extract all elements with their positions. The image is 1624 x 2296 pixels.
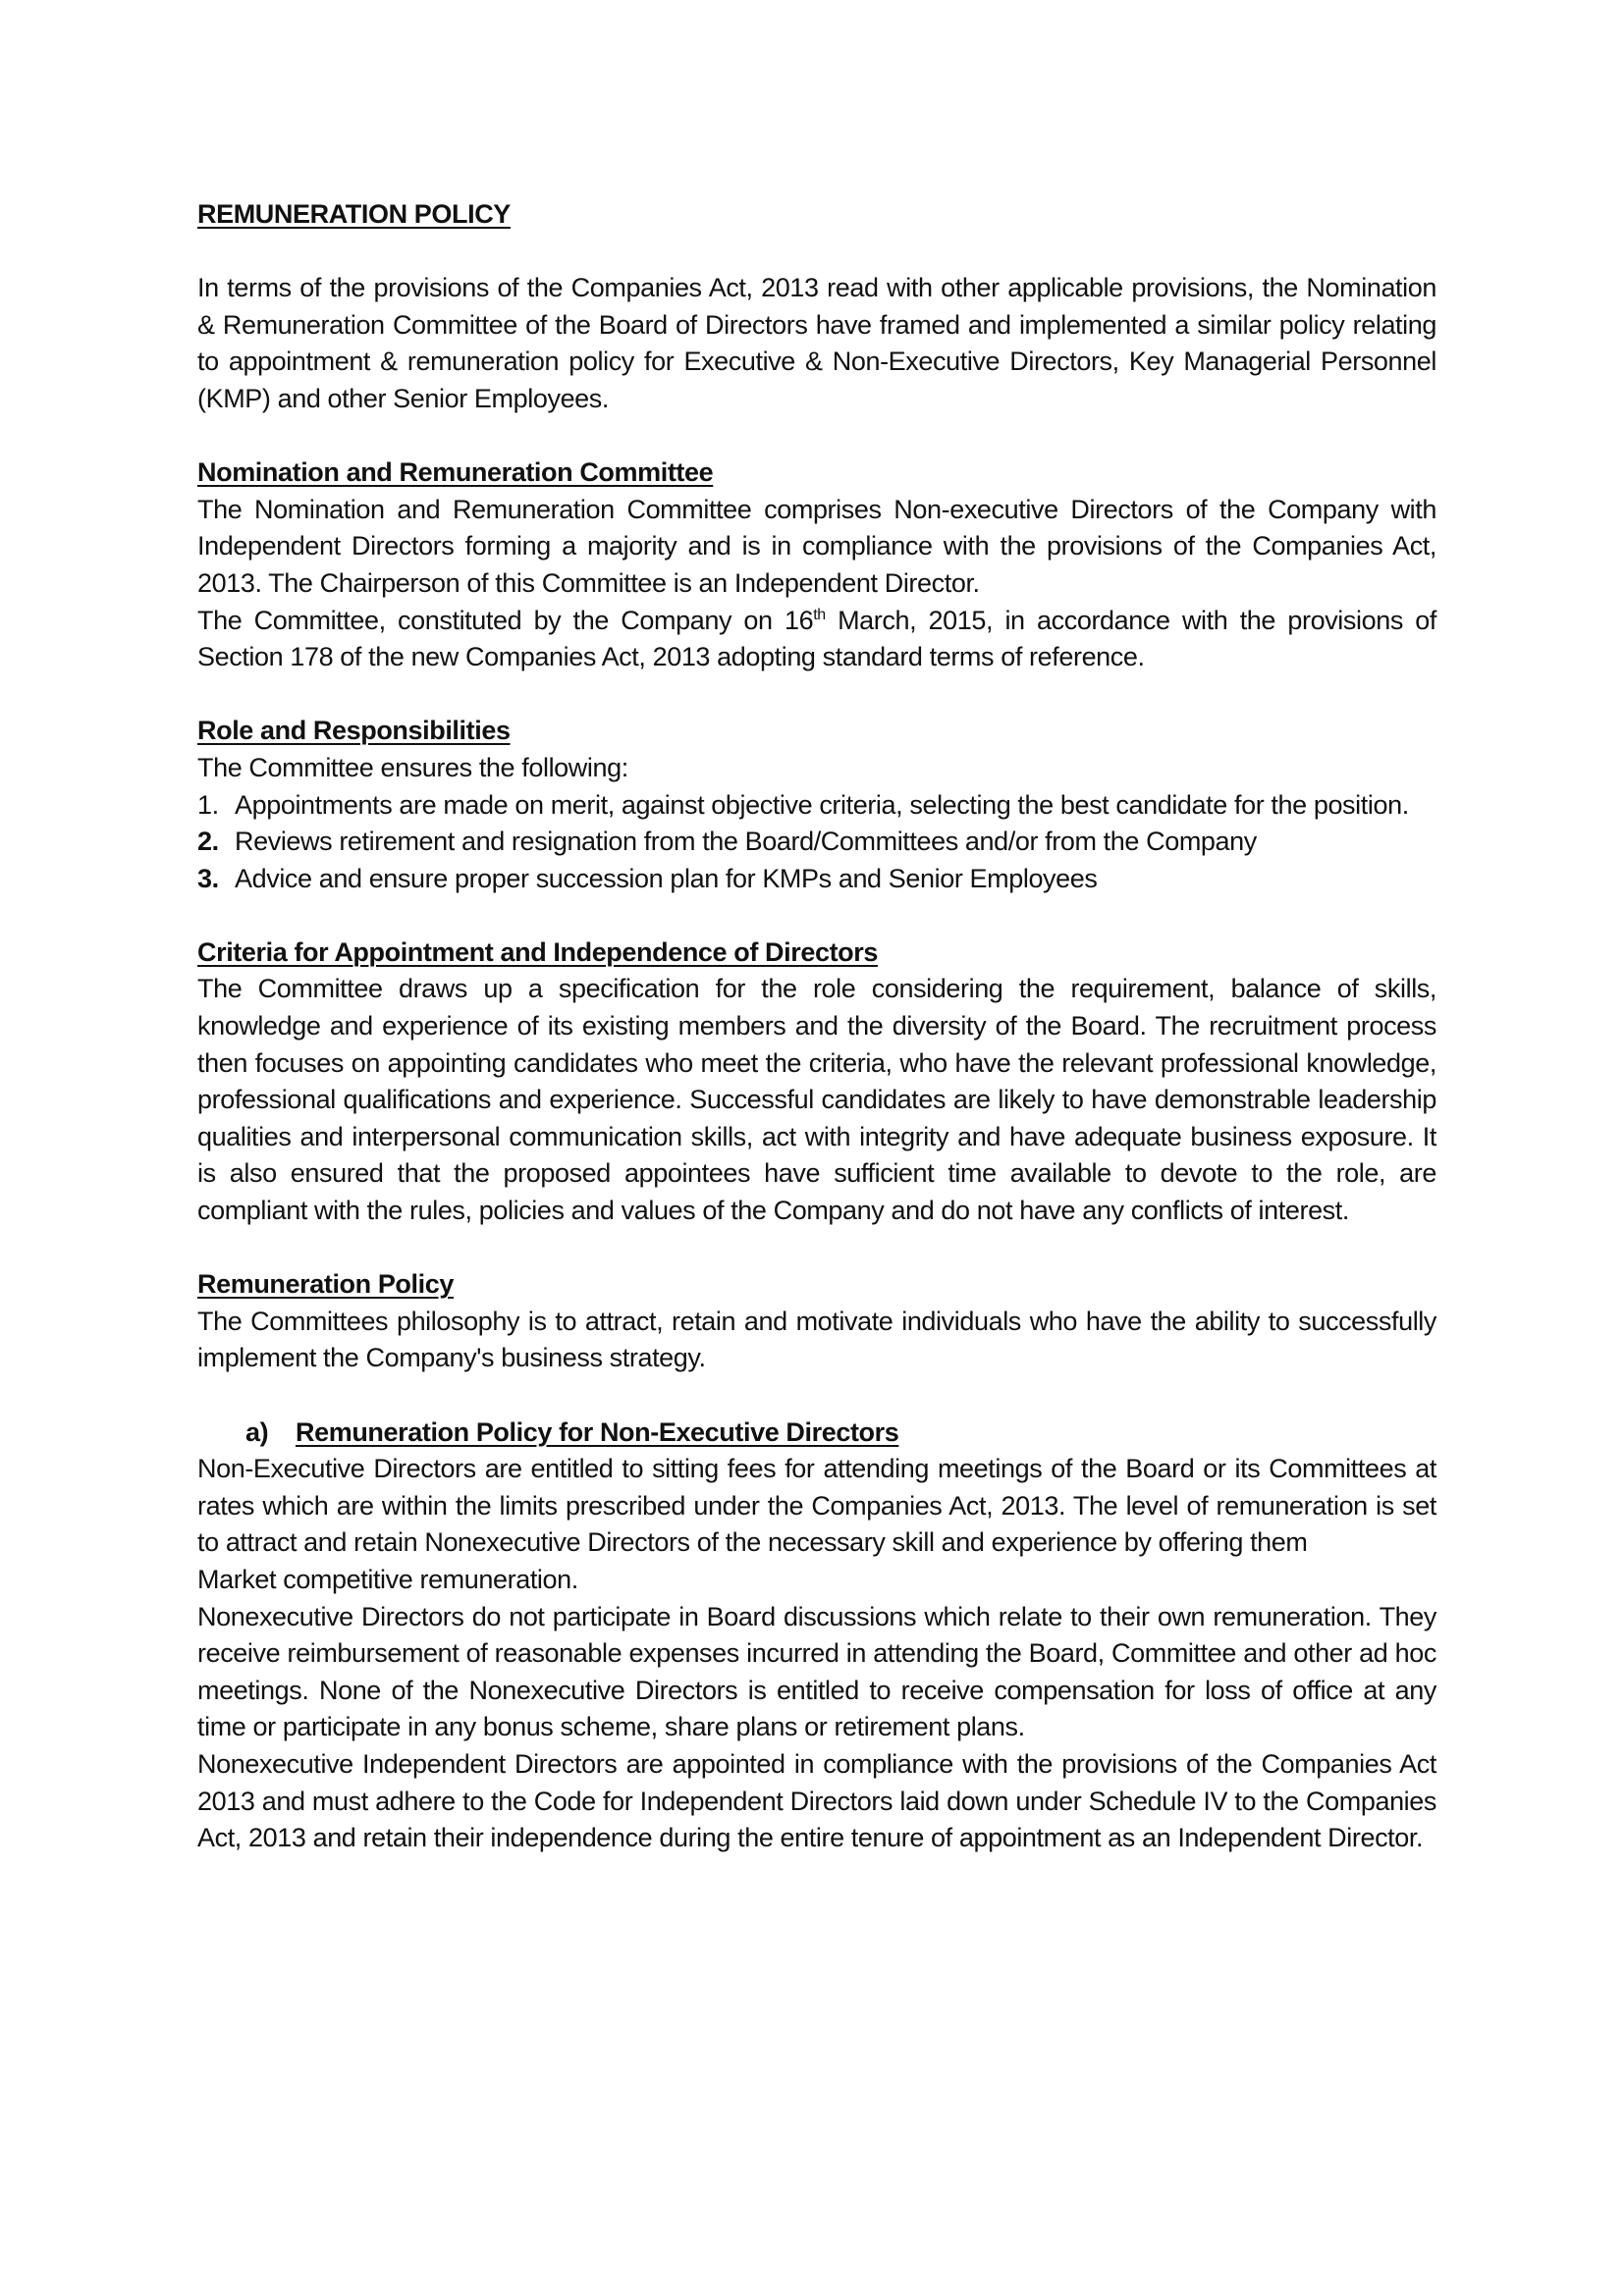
section-remuneration-policy	[197, 1266, 1436, 1377]
list-item	[197, 787, 1436, 825]
spacer	[197, 897, 1436, 934]
nrc-text-before: The Committee, constituted by the Company on 16	[197, 605, 814, 635]
roles-lead: The Committee ensures the following:	[197, 752, 628, 782]
section-heading: Criteria for Appointment and Independence of Directors	[197, 936, 878, 967]
list-number: 2.	[197, 827, 219, 857]
list-item-text: Reviews retirement and resignation from the Board/Committees and/or from the Company	[235, 827, 1257, 857]
document-title: REMUNERATION POLICY	[197, 199, 511, 229]
section-heading: Role and Responsibilities	[197, 716, 511, 746]
section-role-responsibilities	[197, 713, 1436, 897]
subsection-title: Remuneration Policy for Non-Executive Directors	[296, 1416, 899, 1447]
non-exec-paragraph-4: Nonexecutive Independent Directors are appointed in compliance with the provisions of the Companies Act 2013 and must adhere to the Code for Independent Directors laid down under Schedule IV to the Companies Act, 2013 and retain their independence during the entire tenure of appointment as an Independent Director.	[197, 1748, 1436, 1853]
list-number: 3.	[197, 863, 219, 893]
non-exec-paragraph-2: Market competitive remuneration.	[197, 1564, 578, 1594]
non-exec-paragraph-3: Nonexecutive Directors do not participate in Board discussions which relate to their own remuneration. They receive reimbursement of reasonable expenses incurred in attending the Board, Committee and other ad hoc meetings. None of the Nonexecutive Directors is entitled to receive compensation for loss of office at any time or participate in any bonus scheme, share plans or retirement plans.	[197, 1601, 1436, 1742]
criteria-paragraph: The Committee draws up a specification for the role considering the requirement, balance of skills, knowledge and experience of its existing members and the diversity of the Board. The recruitment process then focuses on appointing candidates who meet the criteria, who have the relevant professional knowledge, professional qualifications and experience. Successful candidates are likely to have demonstrable leadership qualities and interpersonal communication skills, act with integrity and have adequate business exposure. It is also ensured that the proposed appointees have sufficient time available to devote to the role, are compliant with the rules, policies and values of the Company and do not have any conflicts of interest.	[197, 974, 1436, 1226]
responsibilities-list	[197, 787, 1436, 898]
nrc-paragraph-1: The Nomination and Remuneration Committee comprises Non-executive Directors of the Company with Independent Directors forming a majority and is in compliance with the provisions of the Companies Act, 2013. The Chairperson of this Committee is an Independent Director.	[197, 494, 1436, 598]
list-number: 1.	[197, 789, 219, 820]
section-nomination-committee	[197, 454, 1436, 676]
list-item-text: Appointments are made on merit, against objective criteria, selecting the best candidate for the position.	[235, 789, 1409, 820]
spacer	[197, 676, 1436, 714]
nrc-paragraph-2	[197, 603, 1436, 676]
list-item-text: Advice and ensure proper succession plan for KMPs and Senior Employees	[235, 863, 1098, 893]
subsection-heading	[197, 1415, 1436, 1452]
nrc-text-after: March, 2015, in accordance with the provisions of Section 178 of the new Companies Act, 2013 adopting standard terms of reference.	[197, 605, 1436, 672]
intro-paragraph: In terms of the provisions of the Companies Act, 2013 read with other applicable provisions, the Nomination & Remuneration Committee of the Board of Directors have framed and implemented a similar policy relating to appointment & remuneration policy for Executive & Non-Executive Directors, Key Managerial Personnel (KMP) and other Senior Employees.	[197, 273, 1436, 413]
section-heading: Nomination and Remuneration Committee	[197, 457, 714, 488]
spacer	[197, 234, 1436, 271]
remuneration-paragraph: The Committees philosophy is to attract, retain and motivate individuals who have the ability to successfully implement the Company's business strategy.	[197, 1306, 1436, 1373]
spacer	[197, 1230, 1436, 1267]
spacer	[197, 418, 1436, 455]
subsection-marker: a)	[245, 1416, 269, 1447]
section-criteria	[197, 934, 1436, 1230]
section-non-executive-directors	[197, 1415, 1436, 1857]
spacer	[197, 1377, 1436, 1415]
section-heading: Remuneration Policy	[197, 1269, 454, 1300]
list-item	[197, 861, 1436, 898]
non-exec-paragraph-1: Non-Executive Directors are entitled to sitting fees for attending meetings of the Board or its Committees at rates which are within the limits prescribed under the Companies Act, 2013. The level of remuneration is set to attract and retain Nonexecutive Directors of the necessary skill and experience by offering them	[197, 1454, 1436, 1558]
document-page	[197, 196, 1436, 1857]
ordinal-suffix: th	[813, 606, 826, 623]
list-item	[197, 824, 1436, 861]
